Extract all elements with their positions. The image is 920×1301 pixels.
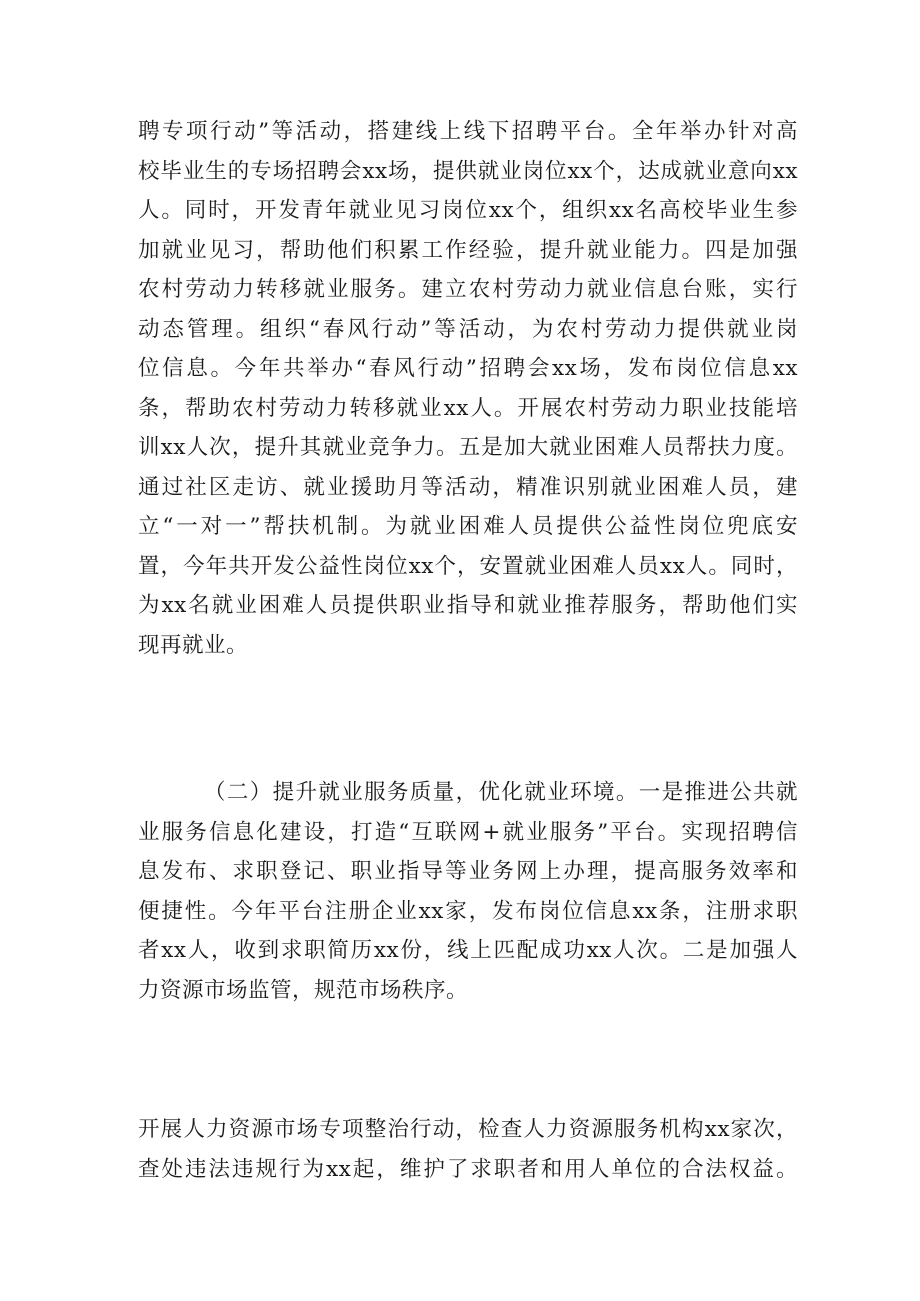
text-line: 者xx人，收到求职简历xx份，线上匹配成功xx人次。二是加强人 [138,938,798,963]
text-line: 动态管理。组织“春风行动”等活动，为农村劳动力提供就业岗 [138,316,798,342]
text-line: 置，今年共开发公益性岗位xx个，安置就业困难人员xx人。同时， [138,553,798,579]
text-line: 力资源市场监管，规范市场秩序。 [138,977,469,1003]
text-line: 校毕业生的专场招聘会xx场，提供就业岗位xx个，达成就业意向xx [138,158,798,184]
text-line: 通过社区走访、就业援助月等活动，精准识别就业困难人员，建 [138,474,798,500]
text-line: 现再就业。 [138,632,249,658]
text-line: 位信息。今年共举办“春风行动”招聘会xx场，发布岗位信息xx [138,356,798,381]
text-line: 便捷性。今年平台注册企业xx家，发布岗位信息xx条，注册求职 [138,898,798,924]
text-line: 立“一对一”帮扶机制。为就业困难人员提供公益性岗位兜底安 [138,514,798,539]
text-line: 息发布、求职登记、职业指导等业务网上办理，提高服务效率和 [138,859,798,884]
text-line: 开展人力资源市场专项整治行动，检查人力资源服务机构xx家次， [138,1117,798,1142]
text-line: 业服务信息化建设，打造“互联网+就业服务”平台。实现招聘信 [138,819,798,845]
text-line: 条，帮助农村劳动力转移就业xx人。开展农村劳动力职业技能培 [138,395,798,421]
text-line: 农村劳动力转移就业服务。建立农村劳动力就业信息台账，实行 [138,277,798,302]
text-line: 训xx人次，提升其就业竞争力。五是加大就业困难人员帮扶力度。 [138,435,798,460]
paragraph-market-supervision [138,1110,798,1189]
text-line: 查处违法违规行为xx起，维护了求职者和用人单位的合法权益。 [138,1156,798,1182]
section-heading-line: （二）提升就业服务质量，优化就业环境。一是推进公共就 [204,780,798,805]
paragraph-service-quality [138,773,798,1010]
text-line: 为xx名就业困难人员提供职业指导和就业推荐服务，帮助他们实 [138,593,798,618]
text-line: 人。同时，开发青年就业见习岗位xx个，组织xx名高校毕业生参 [138,198,798,223]
paragraph-employment-services [138,112,798,665]
text-line: 加就业见习，帮助他们积累工作经验，提升就业能力。四是加强 [138,237,798,263]
text-line: 聘专项行动”等活动，搭建线上线下招聘平台。全年举办针对高 [138,119,798,144]
